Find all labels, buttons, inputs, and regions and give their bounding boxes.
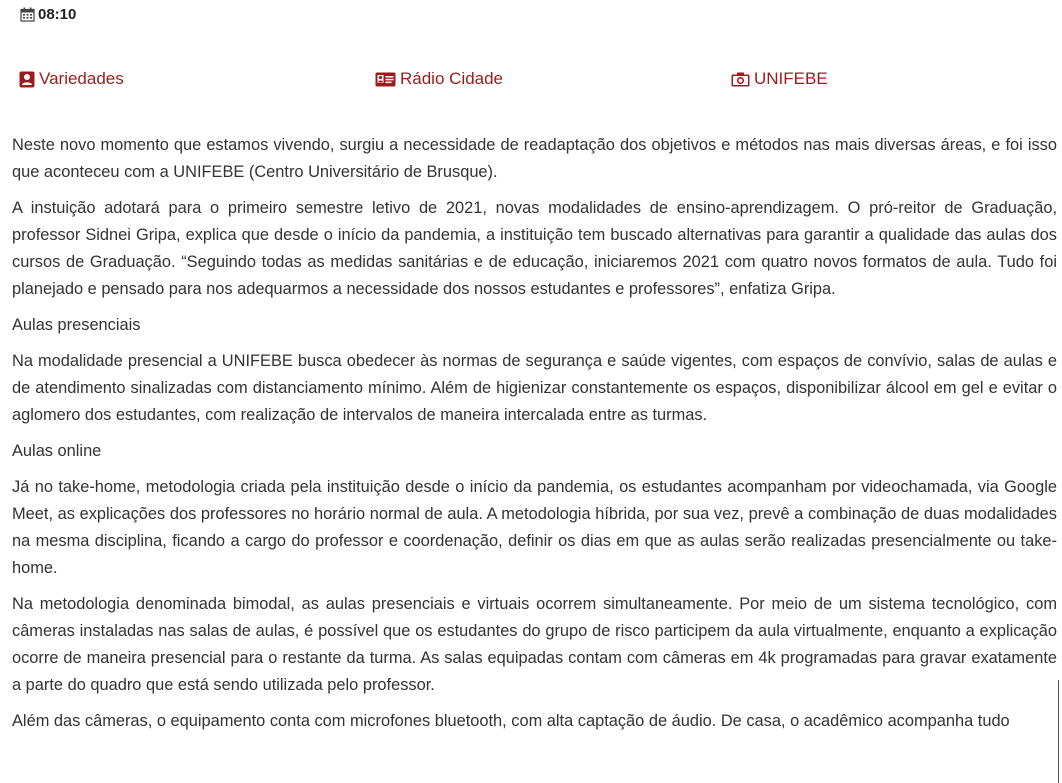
article-paragraph: Na metodologia denominada bimodal, as aulas presenciais e virtuais ocorrem simultaneamente. Por meio de um sistema tecnológico, com câmeras instaladas nas salas de aulas, é possível que os estudantes do grupo de risco participem da aula virtualmente, enquanto a explicação ocorre de maneira presencial para o restante da turma. As salas equipadas contam com câmeras em 4k programadas para gravar exatamente a parte do quadro que está sendo utilizada pelo professor. [12,595,1057,694]
category-link-radio-cidade[interactable] [375,69,503,89]
user-icon [19,71,35,88]
article-paragraph: Na modalidade presencial a UNIFEBE busca obedecer às normas de segurança e saúde vigentes, com espaços de convívio, salas de aulas e de atendimento sinalizadas com distanciamento mínimo. Além de higienizar constantemente os espaços, disponibilizar álcool em gel e evitar o aglomero dos estudantes, com realização de intervalos de maneira intercalada entre as turmas. [12,352,1057,424]
camera-icon [731,72,750,87]
article-paragraph: Já no take-home, metodologia criada pela instituição desde o início da pandemia, os estudantes acompanham por videochamada, via Google Meet, as explicações dos professores no horário normal de aula. A metodologia híbrida, por sua vez, prevê a combinação de duas modalidades na mesma disciplina, ficando a cargo do professor e coordenação, definir os dias em que as aulas serão realizadas presencialmente ou take-home. [12,478,1057,577]
article-body [12,132,1057,744]
article-paragraph: Além das câmeras, o equipamento conta com microfones bluetooth, com alta captação de áudio. De casa, o acadêmico acompanha tudo [12,712,1010,730]
category-link-variedades[interactable] [19,69,124,89]
section-heading-aulas-presenciais: Aulas presenciais [12,316,141,334]
category-label: Variedades [39,69,124,88]
article-paragraph: Neste novo momento que estamos vivendo, surgiu a necessidade de readaptação dos objetivos e métodos nas mais diversas áreas, e foi isso que aconteceu com a UNIFEBE (Centro Universitário de Brusque). [12,136,1057,181]
post-time [20,6,76,23]
id-card-icon [375,72,396,87]
scroll-edge-line [1058,680,1059,783]
calendar-icon [20,7,35,22]
section-heading-aulas-online: Aulas online [12,442,102,460]
category-link-unifebe[interactable] [731,69,828,89]
time-text: 08:10 [38,6,77,23]
category-links [0,69,1062,93]
category-label: Rádio Cidade [400,69,504,88]
category-label: UNIFEBE [754,69,828,88]
article-paragraph: A instuição adotará para o primeiro semestre letivo de 2021, novas modalidades de ensino-aprendizagem. O pró-reitor de Graduação, professor Sidnei Gripa, explica que desde o início da pandemia, a instituição tem buscado alternativas para garantir a qualidade das aulas dos cursos de Graduação. “Seguindo todas as medidas sanitárias e de educação, iniciaremos 2021 com quatro novos formatos de aula. Tudo foi planejado e pensado para nos adequarmos a necessidade dos nossos estudantes e professores”, enfatiza Gripa. [12,199,1057,298]
